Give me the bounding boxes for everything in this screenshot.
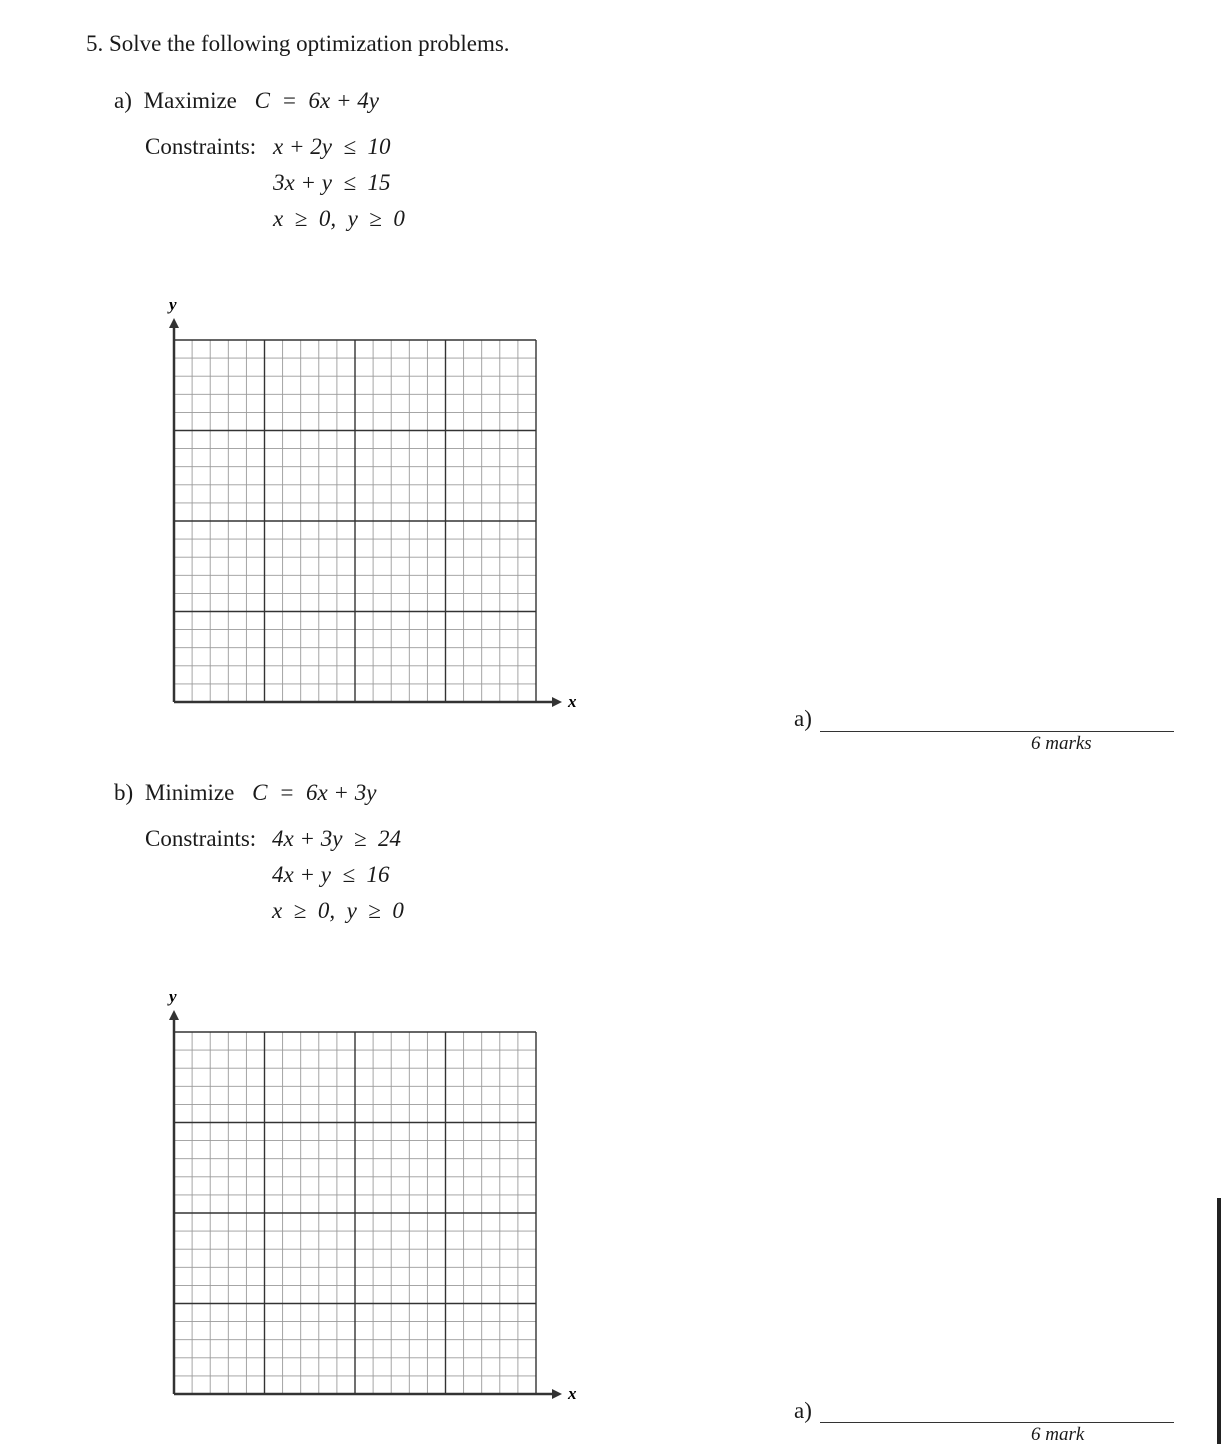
part-b-y-label: y — [169, 987, 177, 1006]
part-a-objective-line — [114, 88, 379, 114]
part-b-label: b) — [114, 780, 134, 805]
part-b-constraints-label: Constraints: — [145, 826, 257, 851]
part-a-objective: C = 6x + 4y — [254, 88, 379, 113]
part-b-objective: C = 6x + 3y — [252, 780, 377, 805]
part-b-objective-verb: Minimize — [144, 780, 235, 805]
part-a-objective-verb: Maximize — [143, 88, 237, 113]
part-a-x-arrow-icon — [552, 697, 562, 707]
part-b-x-label: x — [568, 1384, 577, 1403]
part-a-label: a) — [114, 88, 132, 113]
part-b-constraint-2: 4x + y ≤ 16 — [272, 862, 390, 887]
part-b-y-arrow-icon — [169, 1010, 179, 1020]
part-b-constraint-1: 4x + 3y ≥ 24 — [272, 826, 402, 851]
part-b-constraint-3: x ≥ 0, y ≥ 0 — [272, 898, 404, 923]
part-a-constraint-1: x + 2y ≤ 10 — [273, 134, 391, 159]
part-a-grid[interactable] — [160, 292, 600, 717]
part-b-marks: 6 mark — [1031, 1424, 1085, 1445]
part-b-answer-label: a) — [794, 1398, 812, 1423]
part-a-answer-label: a) — [794, 706, 812, 731]
part-a-answer-line[interactable] — [820, 731, 1174, 732]
part-b-answer-line[interactable] — [820, 1422, 1174, 1423]
part-a-constraints-label: Constraints: — [145, 134, 257, 159]
part-b-x-arrow-icon — [552, 1389, 562, 1399]
part-a-y-arrow-icon — [169, 318, 179, 328]
question-heading: 5. Solve the following optimization problems. — [86, 31, 510, 56]
part-a-constraint-3: x ≥ 0, y ≥ 0 — [273, 206, 405, 231]
page-edge-bar — [1217, 1198, 1221, 1444]
part-a-marks: 6 marks — [1031, 733, 1092, 754]
part-b-grid[interactable] — [160, 984, 600, 1409]
part-b-objective-line — [114, 780, 376, 806]
part-a-constraint-2: 3x + y ≤ 15 — [273, 170, 391, 195]
part-a-x-label: x — [568, 692, 577, 711]
part-a-y-label: y — [169, 295, 177, 314]
